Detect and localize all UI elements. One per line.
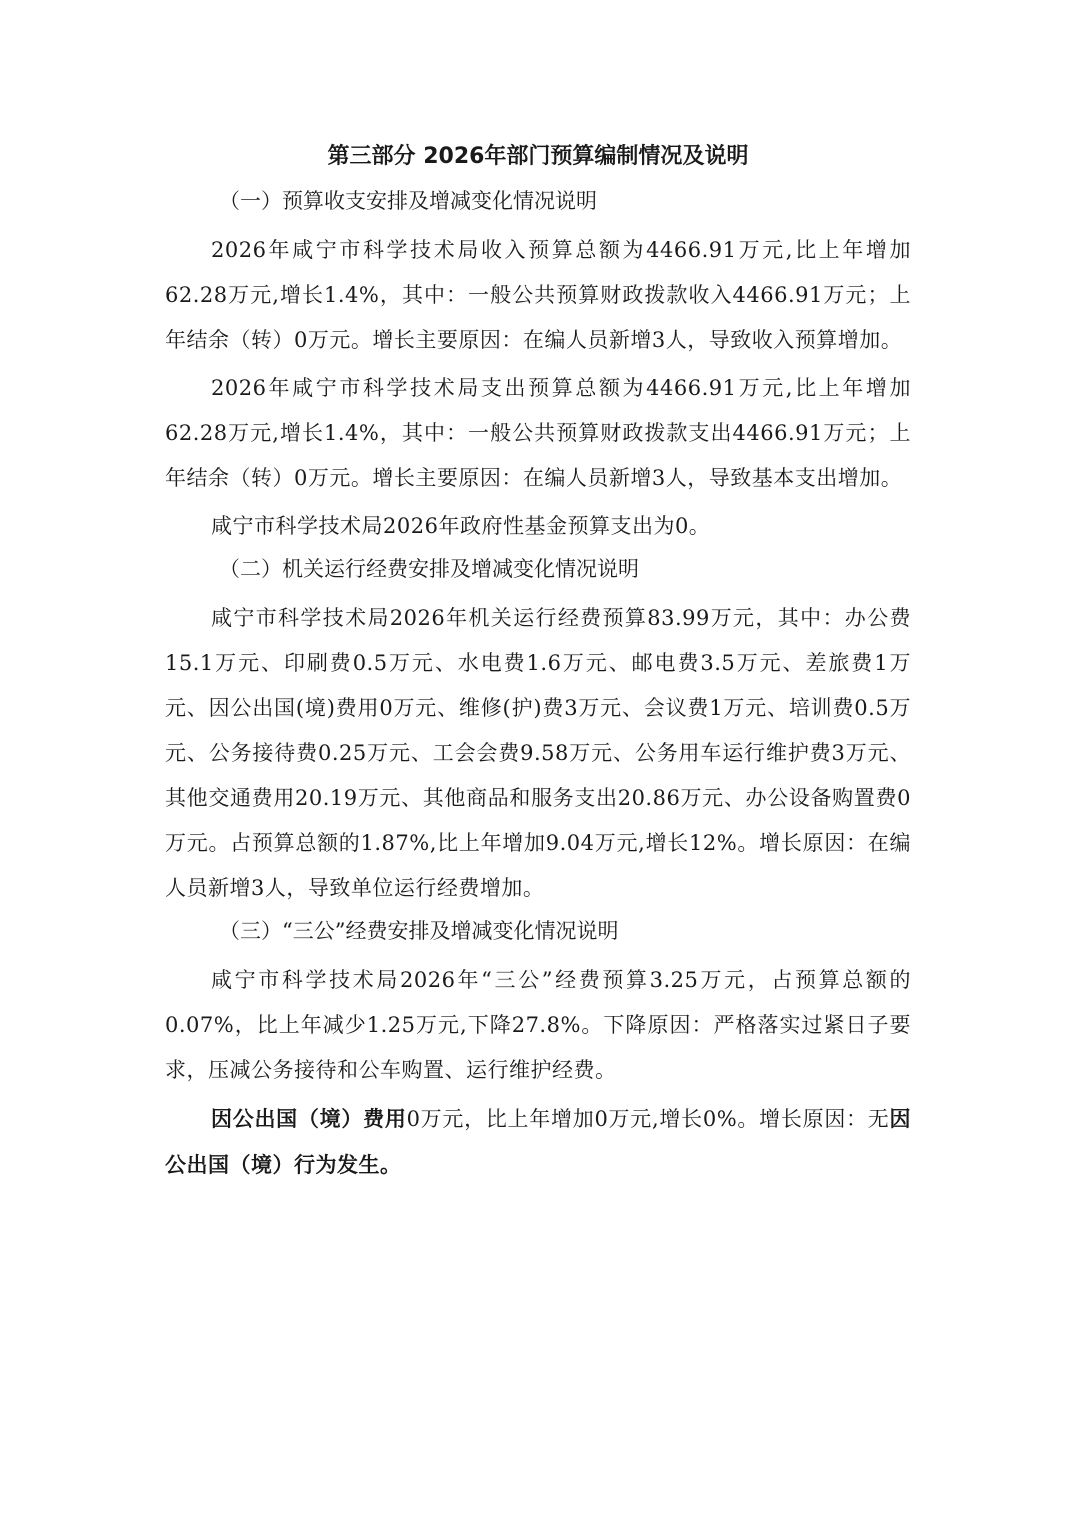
overseas-travel-label: 因公出国（境）费用 [211,1106,407,1131]
paragraph-income-budget: 2026年咸宁市科学技术局收入预算总额为4466.91万元,比上年增加62.28万元,增长1.4%，其中：一般公共预算财政拨款收入4466.91万元；上年结余（转）0万元。增长主要原因：在编人员新增3人，导致收入预算增加。 [165,238,911,352]
paragraph-overseas-travel [165,1096,911,1188]
section-heading-3: （三）“三公”经费安排及增减变化情况说明 [219,919,619,943]
section-heading-1: （一）预算收支安排及增减变化情况说明 [219,189,597,213]
page-title: 第三部分 2026年部门预算编制情况及说明 [327,144,749,169]
paragraph-government-fund: 咸宁市科学技术局2026年政府性基金预算支出为0。 [211,514,711,538]
paragraph-three-public-expenses: 咸宁市科学技术局2026年“三公”经费预算3.25万元，占预算总额的0.07%，比上年减少1.25万元,下降27.8%。下降原因：严格落实过紧日子要求，压减公务接待和公车购置、运行维护经费。 [165,968,911,1082]
paragraph-expenditure-budget: 2026年咸宁市科学技术局支出预算总额为4466.91万元,比上年增加62.28万元,增长1.4%，其中：一般公共预算财政拨款支出4466.91万元；上年结余（转）0万元。增长主要原因：在编人员新增3人，导致基本支出增加。 [165,376,911,490]
overseas-travel-tail: 因公出国（境）行为发生。 [165,1106,912,1177]
section-heading-2: （二）机关运行经费安排及增减变化情况说明 [219,557,639,581]
paragraph-operating-expenses: 咸宁市科学技术局2026年机关运行经费预算83.99万元，其中：办公费15.1万元、印刷费0.5万元、水电费1.6万元、邮电费3.5万元、差旅费1万元、因公出国(境)费用0万元、维修(护)费3万元、会议费1万元、培训费0.5万元、公务接待费0.25万元、工会会费9.58万元、公务用车运行维护费3万元、其他交通费用20.19万元、其他商品和服务支出20.86万元、办公设备购置费0万元。占预算总额的1.87%,比上年增加9.04万元,增长12%。增长原因：在编人员新增3人，导致单位运行经费增加。 [165,606,911,900]
overseas-travel-text: 0万元，比上年增加0万元,增长0%。增长原因：无 [406,1107,890,1131]
document-body [165,140,911,1191]
